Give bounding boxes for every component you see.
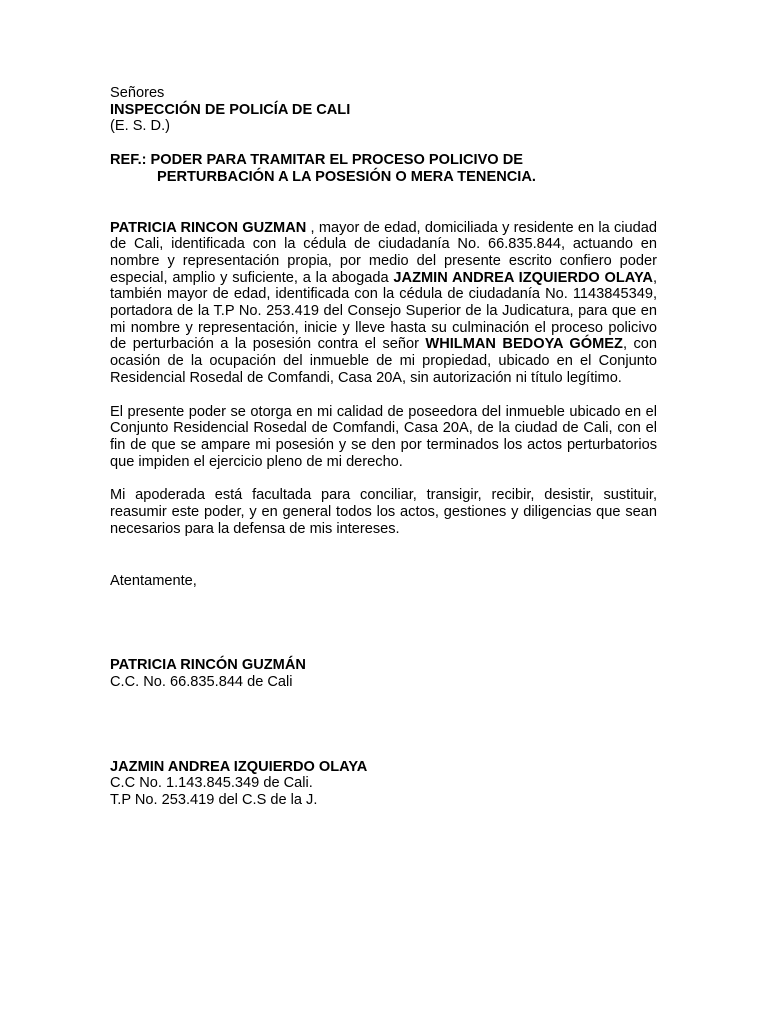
paragraph-3: Mi apoderada está facultada para conciliar, transigir, recibir, desistir, sustituir, reasumir este poder, y en general todos los actos, gestiones y diligencias que sean necesarios para la defensa de mis intereses. <box>110 487 657 537</box>
grantor-name: PATRICIA RINCON GUZMAN <box>110 219 307 236</box>
spacer <box>110 186 657 220</box>
esd-line: (E. S. D.) <box>110 118 170 135</box>
addressee: INSPECCIÓN DE POLICÍA DE CALI <box>110 101 351 118</box>
spacer <box>110 470 657 487</box>
paragraph-1 <box>110 220 657 387</box>
signature-name: PATRICIA RINCÓN GUZMÁN <box>110 657 306 674</box>
paragraph-1-text-a: , mayor de edad, domiciliada y residente en la ciudad de Cali, identificada con la cédula de ciudadanía No. 66.835.844, actuando en nombre y representación propia, por medio del presente escrito confiero poder especial, amplio y suficiente, a la abogada <box>110 219 657 286</box>
defendant-name: WHILMAN BEDOYA GÓMEZ <box>425 336 623 353</box>
spacer <box>110 135 657 152</box>
spacer <box>110 691 657 759</box>
paragraph-2: El presente poder se otorga en mi calidad de poseedora del inmueble ubicado en el Conjunto Residencial Rosedal de Comfandi, Casa 20A, de la ciudad de Cali, con el fin de que se ampare mi posesión y se den por terminados los actos perturbatorios que impiden el ejercicio pleno de mi derecho. <box>110 403 657 470</box>
signature-name: JAZMIN ANDREA IZQUIERDO OLAYA <box>110 758 368 775</box>
salutation: Señores <box>110 85 165 101</box>
paragraph-1-text-c: , con ocasión de la ocupación del inmueble de mi propiedad, ubicado en el Conjunto Residencial Rosedal de Comfandi, Casa 20A, sin autorización ni título legítimo. <box>110 336 657 386</box>
reference-block <box>110 152 657 185</box>
paragraph-1-text-b: , también mayor de edad, identificada con la cédula de ciudadanía No. 1143845349, portadora de la T.P No. 253.419 del Consejo Superior de la Judicatura, para que en mi nombre y representación, inicie y lleve hasta su culminación el proceso policivo de perturbación a la posesión contra el señor <box>110 269 657 353</box>
spacer <box>110 590 657 657</box>
reference-line-2: PERTURBACIÓN A LA POSESIÓN O MERA TENENCIA. <box>157 168 536 185</box>
signature-block-grantor <box>110 657 657 690</box>
signature-block-attorney <box>110 759 657 809</box>
spacer <box>110 387 657 404</box>
signature-professional-card: T.P No. 253.419 del C.S de la J. <box>110 791 318 808</box>
closing: Atentamente, <box>110 573 197 590</box>
attorney-name: JAZMIN ANDREA IZQUIERDO OLAYA <box>393 269 653 286</box>
spacer <box>110 537 657 573</box>
reference-line-1: REF.: PODER PARA TRAMITAR EL PROCESO POLICIVO DE <box>110 152 523 169</box>
signature-id: C.C. No. 66.835.844 de Cali <box>110 673 293 690</box>
signature-id: C.C No. 1.143.845.349 de Cali. <box>110 775 313 792</box>
document-content <box>110 85 657 809</box>
